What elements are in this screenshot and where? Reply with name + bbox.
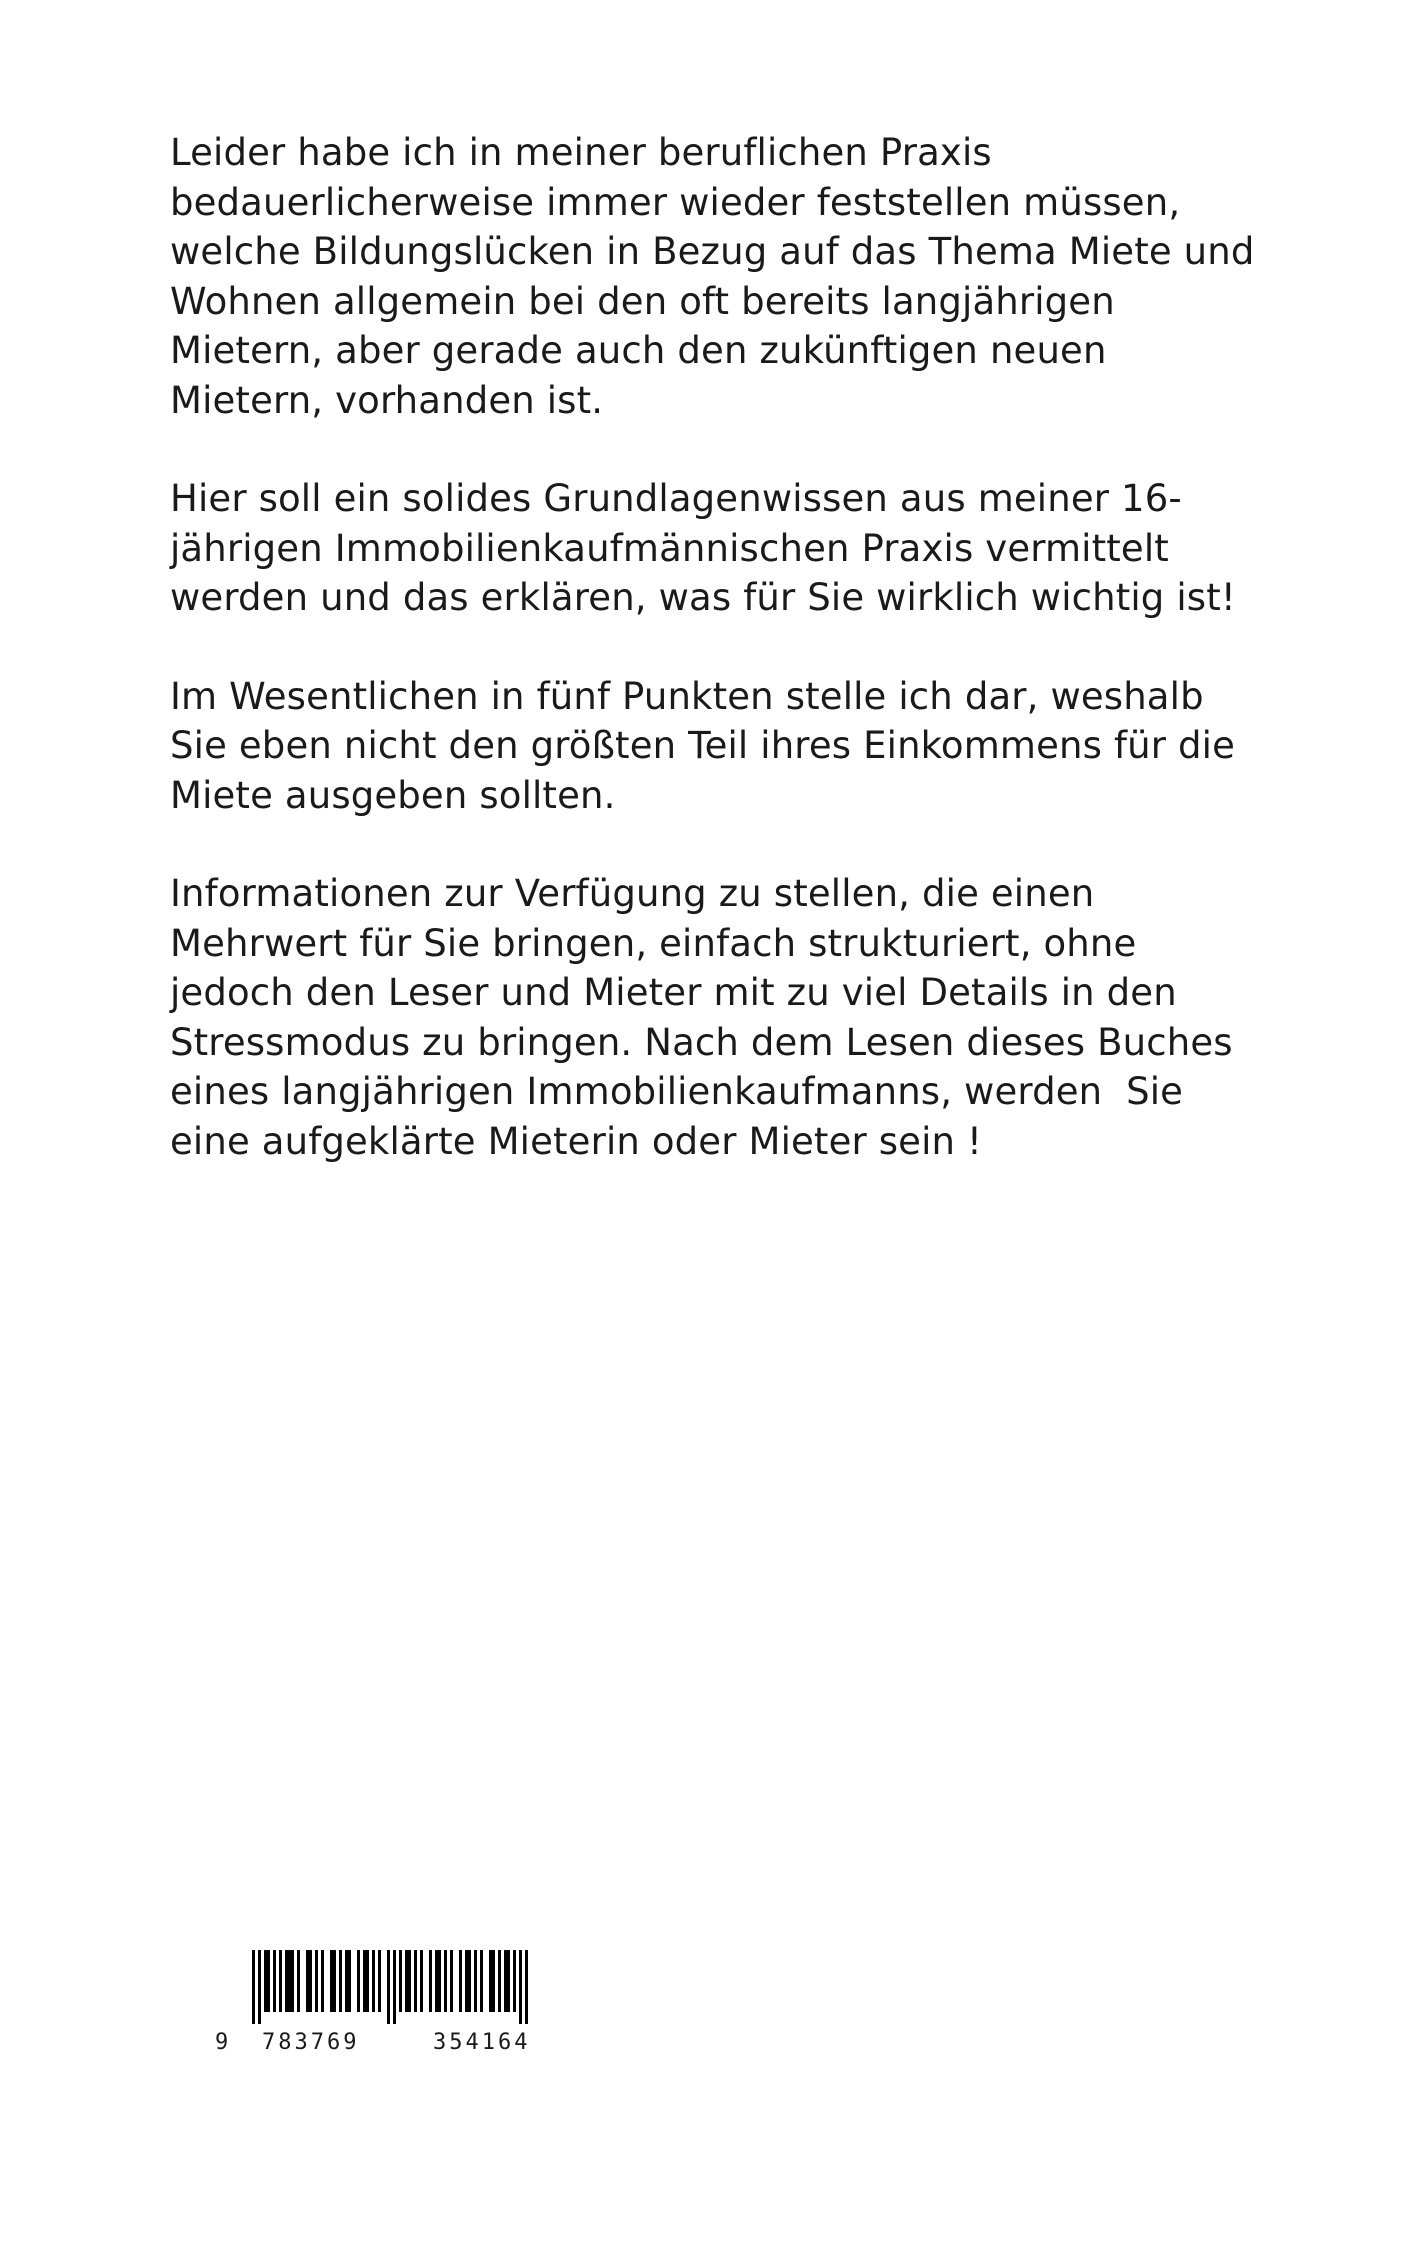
text-line: Mehrwert für Sie bringen, einfach strukturiert, ohne: [170, 921, 1137, 965]
paragraph-five-points: [170, 672, 1270, 821]
text-line: eine aufgeklärte Mieterin oder Mieter sein !: [170, 1119, 983, 1163]
paragraph-information: [170, 869, 1270, 1166]
text-line: Stressmodus zu bringen. Nach dem Lesen dieses Buches: [170, 1020, 1233, 1064]
paragraph-knowledge: [170, 474, 1270, 623]
text-line: Informationen zur Verfügung zu stellen, die einen: [170, 872, 1095, 915]
text-line: Mietern, vorhanden ist.: [170, 378, 604, 422]
text-line: bedauerlicherweise immer wieder feststellen müssen,: [170, 180, 1181, 224]
barcode-lead-digit: 9: [215, 2030, 232, 2055]
text-line: Miete ausgeben sollten.: [170, 773, 616, 817]
text-line: welche Bildungslücken in Bezug auf das Thema Miete und: [170, 230, 1255, 273]
text-line: Mietern, aber gerade auch den zukünftigen neuen: [170, 329, 1107, 372]
back-cover-text: [170, 128, 1270, 1215]
text-line: jedoch den Leser und Mieter mit zu viel Details in den: [170, 971, 1177, 1014]
text-line: werden und das erklären, was für Sie wirklich wichtig ist!: [170, 576, 1236, 619]
text-line: eines langjährigen Immobilienkaufmanns, werden Sie: [170, 1070, 1184, 1113]
barcode-right-digits: 354164: [433, 2030, 531, 2055]
isbn-barcode: [200, 1950, 560, 2060]
text-line: Hier soll ein solides Grundlagenwissen aus meiner 16-: [170, 477, 1182, 520]
text-line: Leider habe ich in meiner beruflichen Praxis: [170, 131, 992, 174]
paragraph-intro: [170, 128, 1270, 425]
text-line: jährigen Immobilienkaufmännischen Praxis vermittelt: [170, 526, 1169, 570]
text-line: Wohnen allgemein bei den oft bereits langjährigen: [170, 279, 1115, 323]
text-line: Sie eben nicht den größten Teil ihres Einkommens für die: [170, 724, 1235, 767]
text-line: Im Wesentlichen in fünf Punkten stelle ich dar, weshalb: [170, 674, 1204, 718]
barcode-left-digits: 783769: [262, 2030, 360, 2055]
barcode-bars: [252, 1950, 552, 2024]
